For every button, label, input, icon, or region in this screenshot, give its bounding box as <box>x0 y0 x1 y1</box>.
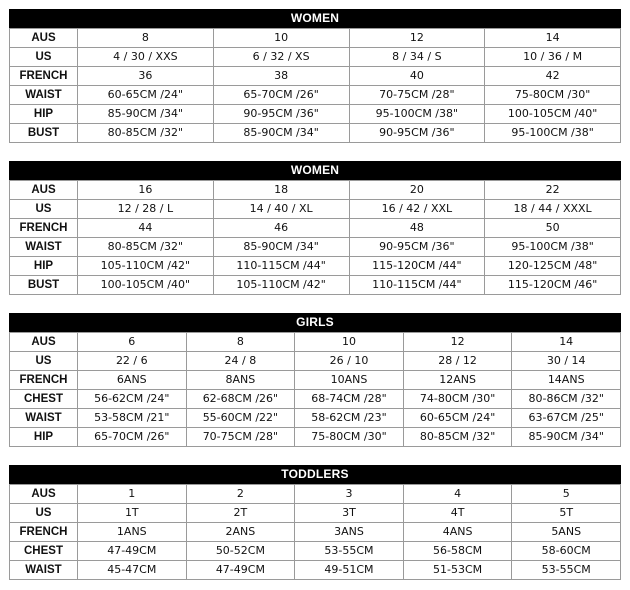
size-table <box>9 28 621 143</box>
table-cell: 10 <box>213 29 349 48</box>
table-cell: 80-85CM /32" <box>78 238 214 257</box>
chart-title: WOMEN <box>9 9 621 28</box>
table-cell: 4 / 30 / XXS <box>78 48 214 67</box>
row-label: HIP <box>10 257 78 276</box>
table-row <box>10 238 621 257</box>
row-label: FRENCH <box>10 523 78 542</box>
table-cell: 2ANS <box>186 523 295 542</box>
table-cell: 85-90CM /34" <box>213 238 349 257</box>
table-cell: 3T <box>295 504 404 523</box>
row-label: US <box>10 504 78 523</box>
table-cell: 10 / 36 / M <box>485 48 621 67</box>
row-label: WAIST <box>10 409 78 428</box>
row-label: WAIST <box>10 561 78 580</box>
table-cell: 85-90CM /34" <box>512 428 621 447</box>
size-table <box>9 180 621 295</box>
table-cell: 5ANS <box>512 523 621 542</box>
table-cell: 95-100CM /38" <box>349 105 485 124</box>
table-cell: 5 <box>512 485 621 504</box>
table-cell: 115-120CM /44" <box>349 257 485 276</box>
table-cell: 3 <box>295 485 404 504</box>
table-cell: 60-65CM /24" <box>78 86 214 105</box>
table-cell: 100-105CM /40" <box>78 276 214 295</box>
table-cell: 70-75CM /28" <box>349 86 485 105</box>
table-cell: 68-74CM /28" <box>295 390 404 409</box>
table-cell: 22 <box>485 181 621 200</box>
chart-title: TODDLERS <box>9 465 621 484</box>
table-cell: 105-110CM /42" <box>213 276 349 295</box>
table-cell: 49-51CM <box>295 561 404 580</box>
size-chart-women-1 <box>9 9 621 143</box>
table-cell: 95-100CM /38" <box>485 238 621 257</box>
table-cell: 14 / 40 / XL <box>213 200 349 219</box>
row-label: FRENCH <box>10 371 78 390</box>
table-row <box>10 485 621 504</box>
row-label: AUS <box>10 29 78 48</box>
table-row <box>10 86 621 105</box>
table-row <box>10 428 621 447</box>
table-cell: 74-80CM /30" <box>403 390 512 409</box>
row-label: AUS <box>10 181 78 200</box>
table-cell: 80-85CM /32" <box>78 124 214 143</box>
table-cell: 90-95CM /36" <box>349 238 485 257</box>
table-cell: 55-60CM /22" <box>186 409 295 428</box>
table-cell: 6 <box>78 333 187 352</box>
table-cell: 40 <box>349 67 485 86</box>
row-label: BUST <box>10 124 78 143</box>
table-cell: 60-65CM /24" <box>403 409 512 428</box>
table-cell: 110-115CM /44" <box>213 257 349 276</box>
row-label: CHEST <box>10 390 78 409</box>
table-cell: 24 / 8 <box>186 352 295 371</box>
table-cell: 58-60CM <box>512 542 621 561</box>
table-cell: 85-90CM /34" <box>213 124 349 143</box>
table-cell: 12 <box>403 333 512 352</box>
table-cell: 12 <box>349 29 485 48</box>
table-row <box>10 29 621 48</box>
table-cell: 10 <box>295 333 404 352</box>
table-row <box>10 352 621 371</box>
table-cell: 16 / 42 / XXL <box>349 200 485 219</box>
table-cell: 4T <box>403 504 512 523</box>
table-cell: 42 <box>485 67 621 86</box>
table-cell: 53-55CM <box>295 542 404 561</box>
table-row <box>10 48 621 67</box>
table-cell: 80-86CM /32" <box>512 390 621 409</box>
table-cell: 65-70CM /26" <box>78 428 187 447</box>
table-cell: 44 <box>78 219 214 238</box>
table-cell: 20 <box>349 181 485 200</box>
table-cell: 75-80CM /30" <box>295 428 404 447</box>
row-label: CHEST <box>10 542 78 561</box>
table-cell: 5T <box>512 504 621 523</box>
row-label: HIP <box>10 105 78 124</box>
table-cell: 6 / 32 / XS <box>213 48 349 67</box>
table-cell: 30 / 14 <box>512 352 621 371</box>
table-row <box>10 390 621 409</box>
size-chart-women-2 <box>9 161 621 295</box>
size-table <box>9 332 621 447</box>
table-cell: 2 <box>186 485 295 504</box>
row-label: AUS <box>10 485 78 504</box>
table-cell: 47-49CM <box>186 561 295 580</box>
table-row <box>10 523 621 542</box>
size-table <box>9 484 621 580</box>
table-cell: 50 <box>485 219 621 238</box>
size-chart-toddlers <box>9 465 621 580</box>
table-row <box>10 200 621 219</box>
table-cell: 18 / 44 / XXXL <box>485 200 621 219</box>
table-cell: 10ANS <box>295 371 404 390</box>
table-cell: 2T <box>186 504 295 523</box>
table-cell: 50-52CM <box>186 542 295 561</box>
table-cell: 85-90CM /34" <box>78 105 214 124</box>
table-cell: 53-55CM <box>512 561 621 580</box>
chart-title: GIRLS <box>9 313 621 332</box>
table-cell: 8 / 34 / S <box>349 48 485 67</box>
table-cell: 65-70CM /26" <box>213 86 349 105</box>
row-label: WAIST <box>10 238 78 257</box>
row-label: US <box>10 48 78 67</box>
table-cell: 1T <box>78 504 187 523</box>
table-row <box>10 561 621 580</box>
table-cell: 90-95CM /36" <box>213 105 349 124</box>
table-row <box>10 371 621 390</box>
table-cell: 1 <box>78 485 187 504</box>
table-cell: 63-67CM /25" <box>512 409 621 428</box>
table-row <box>10 181 621 200</box>
table-row <box>10 542 621 561</box>
table-row <box>10 67 621 86</box>
row-label: US <box>10 352 78 371</box>
table-cell: 4 <box>403 485 512 504</box>
table-row <box>10 257 621 276</box>
table-cell: 110-115CM /44" <box>349 276 485 295</box>
table-cell: 36 <box>78 67 214 86</box>
table-cell: 45-47CM <box>78 561 187 580</box>
table-row <box>10 276 621 295</box>
table-cell: 95-100CM /38" <box>485 124 621 143</box>
table-cell: 14ANS <box>512 371 621 390</box>
table-cell: 12 / 28 / L <box>78 200 214 219</box>
table-cell: 120-125CM /48" <box>485 257 621 276</box>
table-row <box>10 124 621 143</box>
table-cell: 47-49CM <box>78 542 187 561</box>
table-cell: 28 / 12 <box>403 352 512 371</box>
table-cell: 62-68CM /26" <box>186 390 295 409</box>
table-cell: 8 <box>78 29 214 48</box>
table-cell: 8 <box>186 333 295 352</box>
table-cell: 14 <box>485 29 621 48</box>
table-cell: 51-53CM <box>403 561 512 580</box>
table-cell: 100-105CM /40" <box>485 105 621 124</box>
table-cell: 46 <box>213 219 349 238</box>
row-label: FRENCH <box>10 67 78 86</box>
size-chart-girls <box>9 313 621 447</box>
table-cell: 70-75CM /28" <box>186 428 295 447</box>
table-cell: 1ANS <box>78 523 187 542</box>
table-row <box>10 504 621 523</box>
row-label: FRENCH <box>10 219 78 238</box>
table-row <box>10 219 621 238</box>
table-cell: 4ANS <box>403 523 512 542</box>
table-cell: 56-62CM /24" <box>78 390 187 409</box>
table-cell: 22 / 6 <box>78 352 187 371</box>
table-row <box>10 333 621 352</box>
table-cell: 58-62CM /23" <box>295 409 404 428</box>
table-cell: 80-85CM /32" <box>403 428 512 447</box>
table-cell: 26 / 10 <box>295 352 404 371</box>
table-cell: 14 <box>512 333 621 352</box>
table-cell: 75-80CM /30" <box>485 86 621 105</box>
row-label: WAIST <box>10 86 78 105</box>
row-label: AUS <box>10 333 78 352</box>
table-row <box>10 105 621 124</box>
table-cell: 115-120CM /46" <box>485 276 621 295</box>
table-cell: 16 <box>78 181 214 200</box>
table-cell: 38 <box>213 67 349 86</box>
table-cell: 3ANS <box>295 523 404 542</box>
table-cell: 8ANS <box>186 371 295 390</box>
chart-title: WOMEN <box>9 161 621 180</box>
table-row <box>10 409 621 428</box>
table-cell: 18 <box>213 181 349 200</box>
row-label: US <box>10 200 78 219</box>
table-cell: 56-58CM <box>403 542 512 561</box>
row-label: HIP <box>10 428 78 447</box>
table-cell: 53-58CM /21" <box>78 409 187 428</box>
table-cell: 6ANS <box>78 371 187 390</box>
table-cell: 105-110CM /42" <box>78 257 214 276</box>
table-cell: 12ANS <box>403 371 512 390</box>
row-label: BUST <box>10 276 78 295</box>
table-cell: 48 <box>349 219 485 238</box>
table-cell: 90-95CM /36" <box>349 124 485 143</box>
